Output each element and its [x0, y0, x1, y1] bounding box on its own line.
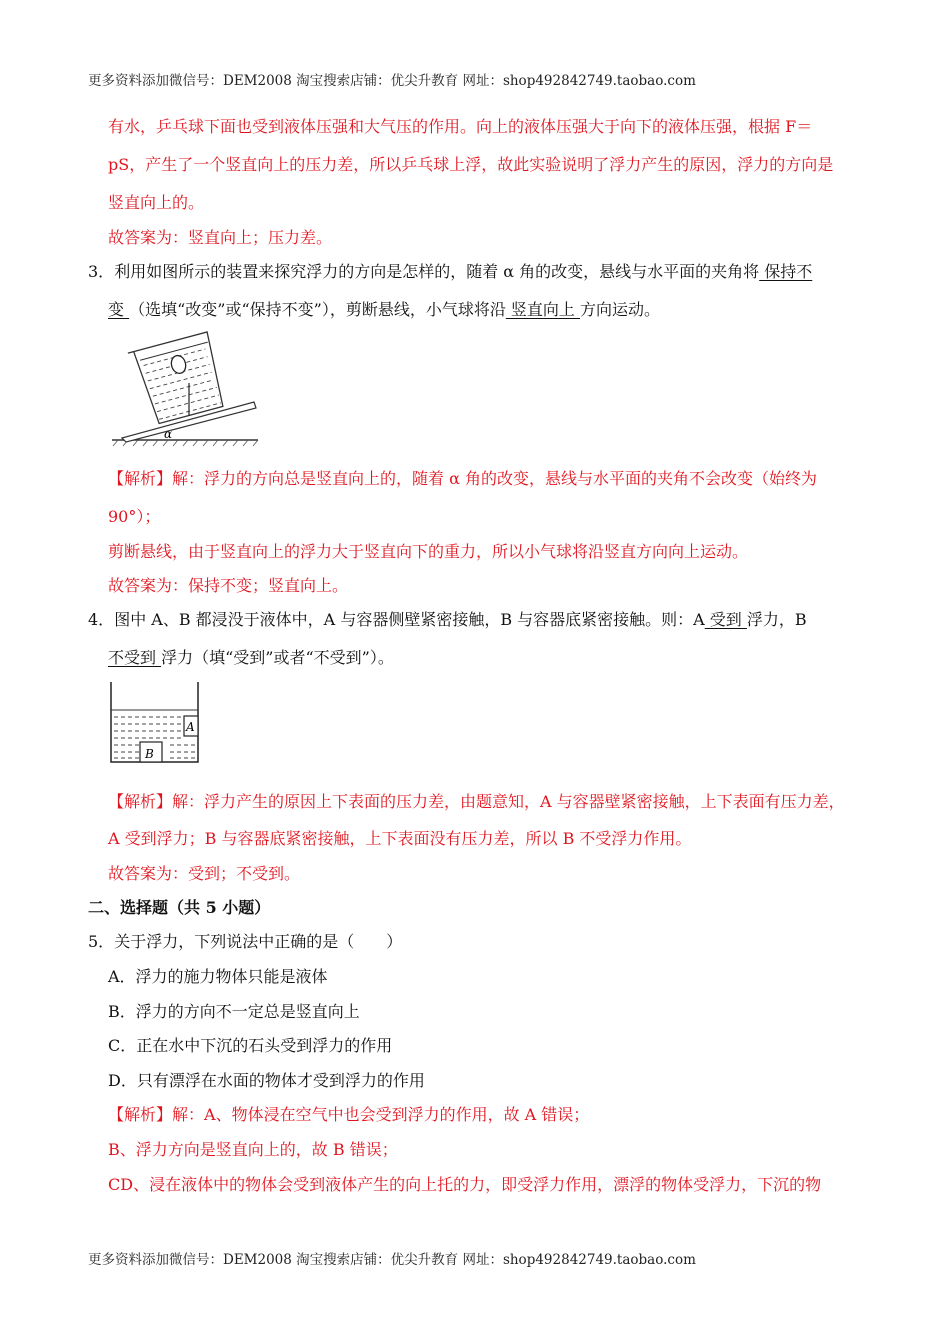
q2-explanation-line-1: 有水，乒乓球下面也受到液体压强和大气压的作用。向上的液体压强大于向下的液体压强，根据 F＝ [108, 117, 813, 136]
q5-stem-text: 关于浮力，下列说法中正确的是（ ） [114, 932, 403, 951]
q4-explanation-line-2: A 受到浮力；B 与容器底紧密接触，上下表面没有压力差，所以 B 不受浮力作用。 [108, 829, 692, 848]
q5-stem [88, 932, 402, 952]
q2-answer: 故答案为：竖直向上；压力差。 [108, 228, 333, 247]
q4-analysis-tag: 【解析】 [108, 792, 173, 811]
q3-analysis-tag: 【解析】 [108, 469, 173, 488]
q5-analysis-tag: 【解析】 [108, 1105, 173, 1124]
q4-text-3: 浮力（填“受到”或者“不受到”）。 [161, 648, 394, 667]
q5-explanation-line-2: B、浮力方向是竖直向上的，故 B 错误； [108, 1140, 398, 1159]
page-footer: 更多资料添加微信号：DEM2008 淘宝搜索店铺：优尖升教育 网址：shop492842749.taobao.com [88, 1252, 696, 1268]
q3-answer: 故答案为：保持不变；竖直向上。 [108, 576, 349, 595]
q4-blank-1: 受到 [704, 610, 747, 629]
q4-explanation-line-1 [108, 792, 845, 812]
q5-number: 5． [88, 932, 115, 951]
q4-container-figure [108, 680, 202, 766]
q4-analysis-text: 解：浮力产生的原因上下表面的压力差，由题意知，A 与容器壁紧密接触，上下表面有压力差， [172, 792, 845, 811]
q3-analysis-text: 解：浮力的方向总是竖直向上的，随着 α 角的改变，悬线与水平面的夹角不会改变（始终为 [172, 469, 817, 488]
q3-blank-1b: 变 [108, 300, 130, 319]
q4-text-1: 图中 A、B 都浸没于液体中，A 与容器侧壁紧密接触，B 与容器底紧密接触。则：A [114, 610, 705, 629]
page-header: 更多资料添加微信号：DEM2008 淘宝搜索店铺：优尖升教育 网址：shop492842749.taobao.com [88, 73, 696, 89]
q5-explanation-line-1 [108, 1105, 589, 1125]
q4-text-2: 浮力，B [746, 610, 807, 629]
q2-explanation-line-3: 竖直向上的。 [108, 193, 205, 212]
q4-question-line-2 [108, 648, 394, 668]
q5-option-d: D．只有漂浮在水面的物体才受到浮力的作用 [108, 1071, 425, 1090]
q3-text-3: 方向运动。 [580, 300, 661, 319]
q3-question-line-1 [88, 262, 812, 282]
q5-explanation-line-3: CD、浸在液体中的物体会受到液体产生的向上托的力，即受浮力作用，漂浮的物体受浮力，下沉的物 [108, 1175, 822, 1194]
q3-question-line-2 [108, 300, 660, 320]
q3-blank-1a: 保持不 [759, 262, 813, 281]
q3-blank-2: 竖直向上 [505, 300, 581, 319]
q3-explanation-line-2: 90°）； [108, 507, 161, 526]
block-b-label: B [145, 747, 154, 761]
q5-option-b: B．浮力的方向不一定总是竖直向上 [108, 1002, 360, 1021]
q2-explanation-line-2: pS，产生了一个竖直向上的压力差，所以乒乓球上浮，故此实验说明了浮力产生的原因，浮力的方向是 [108, 155, 834, 174]
block-a-label: A [186, 720, 195, 734]
q3-alpha-label: α [164, 427, 173, 441]
q5-option-c: C．正在水中下沉的石头受到浮力的作用 [108, 1036, 393, 1055]
q3-explanation-line-1 [108, 469, 817, 489]
q3-text-1: 利用如图所示的装置来探究浮力的方向是怎样的，随着 α 角的改变，悬线与水平面的夹角将 [114, 262, 760, 281]
q3-incline-beaker-figure [108, 330, 260, 448]
q5-option-a: A．浮力的施力物体只能是液体 [108, 967, 328, 986]
q5-analysis-text: 解：A、物体浸在空气中也会受到浮力的作用，故 A 错误； [172, 1105, 590, 1124]
q4-blank-2: 不受到 [108, 648, 162, 667]
q4-answer: 故答案为：受到；不受到。 [108, 864, 301, 883]
q3-explanation-line-3: 剪断悬线，由于竖直向上的浮力大于竖直向下的重力，所以小气球将沿竖直方向向上运动。 [108, 542, 749, 561]
q4-number: 4． [88, 610, 115, 629]
q3-text-2: （选填“改变”或“保持不变”），剪断悬线，小气球将沿 [129, 300, 506, 319]
q3-number: 3． [88, 262, 115, 281]
q4-question-line-1 [88, 610, 807, 630]
section-heading: 二、选择题（共 5 小题） [88, 898, 271, 917]
